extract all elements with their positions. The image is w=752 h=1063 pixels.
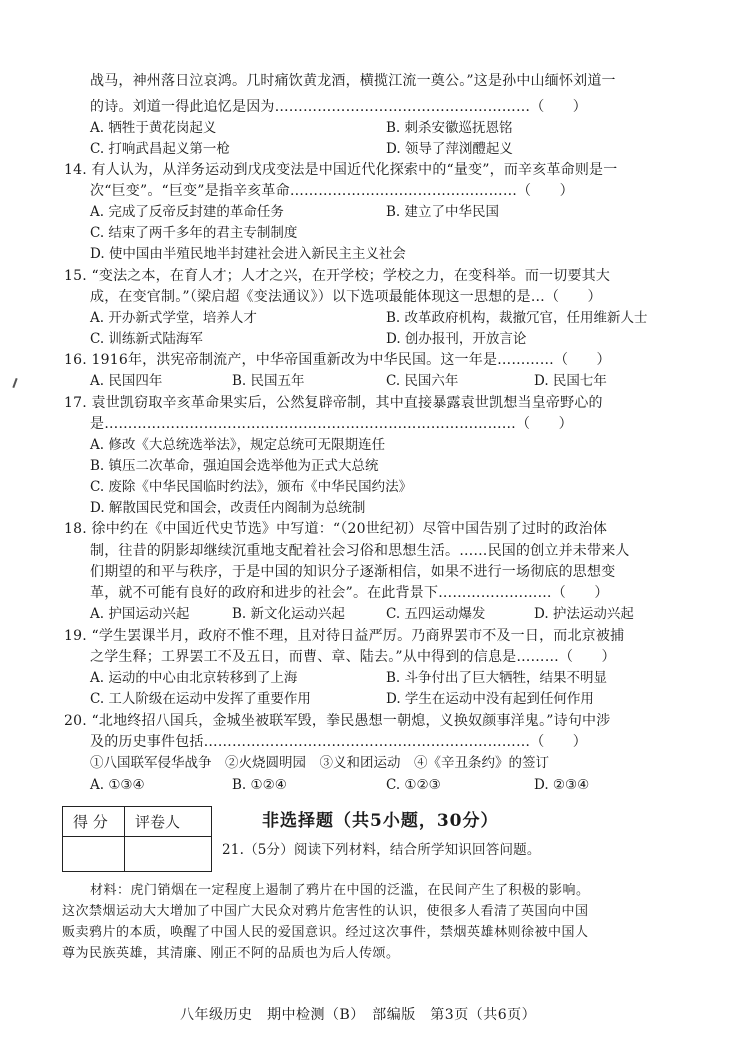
q13-option-a: A. 牺牲于黄花岗起义 [90,120,217,136]
q21-prompt: 21.（5分）阅读下列材料，结合所学知识回答问题。 [222,842,541,858]
q18-option-c: C. 五四运动爆发 [386,606,486,622]
q14-option-c: C. 结束了两千多年的君主专制制度 [90,225,298,241]
q19-line1: 19. “学生罢课半月，政府不惟不理，且对待日益严厉。乃商界罢市不及一日，而北京被捕 [64,628,625,644]
q18-option-a: A. 护国运动兴起 [90,606,190,622]
q14-line2: 次“巨变”。“巨变”是指辛亥革命…………………………………………（ ） [90,183,574,199]
q18-option-d: D. 护法运动兴起 [534,606,634,622]
q13-option-b: B. 刺杀安徽巡抚恩铭 [386,120,513,136]
q15-option-a: A. 开办新式学堂，培养人才 [90,310,257,326]
q20-line1: 20. “北地终招八国兵，金城坐被联军毁，拳民愚想一朝熄，义换奴颜事洋鬼。”诗句中涉 [64,713,611,729]
q19-option-a: A. 运动的中心由北京转移到了上海 [90,670,298,686]
q17-option-d: D. 解散国民党和国会，改责任内阁制为总统制 [90,500,366,516]
q20-option-c: C. ①②③ [386,777,441,793]
q18-line3: 们期望的和平与秩序，于是中国的知识分子逐渐相信，如果不进行一场彻底的思想变 [90,564,616,580]
q15-line1: 15. “变法之本，在育人才；人才之兴，在开学校；学校之力，在变科举。而一切要其大 [64,268,611,284]
q17-option-c: C. 废除《中华民国临时约法》，颁布《中华民国约法》 [90,479,413,495]
q20-items: ①八国联军侵华战争 ②火烧圆明园 ③义和团运动 ④《辛丑条约》的签订 [90,755,549,771]
q16-line1: 16. 1916年，洪宪帝制流产，中华帝国重新改为中华民国。这一年是…………（ ） [64,352,611,368]
q14-option-d: D. 使中国由半殖民地半封建社会进入新民主主义社会 [90,246,406,262]
q14-line1: 14. 有人认为，从洋务运动到戊戌变法是中国近代化探索中的“量变”，而辛亥革命则是一 [64,162,618,178]
score-table-divider-h [63,836,211,837]
q18-line1: 18. 徐中约在《中国近代史节选》中写道：“（20世纪初）尽管中国告别了过时的政治体 [64,521,608,537]
q15-option-d: D. 创办报刊，开放言论 [386,331,527,347]
q14-option-a: A. 完成了反帝反封建的革命任务 [90,204,284,220]
q13-line2: 的诗。刘道一得此追忆是因为………………………………………………（ ） [90,99,587,115]
q18-line2: 制，往昔的阴影却继续沉重地支配着社会习俗和思想生活。……民国的创立并未带来人 [90,543,630,559]
material-line4: 尊为民族英雄，其清廉、刚正不阿的品质也为后人传颂。 [62,946,400,961]
q13-option-c: C. 打响武昌起义第一枪 [90,141,230,157]
q16-option-b: B. 民国五年 [232,373,305,389]
q19-option-b: B. 斗争付出了巨大牺牲，结果不明显 [386,670,608,686]
q16-option-a: A. 民国四年 [90,373,163,389]
q16-option-d: D. 民国七年 [534,373,607,389]
q15-option-b: B. 改革政府机构，裁撤冗官，任用维新人士 [386,310,648,326]
q17-option-b: B. 镇压二次革命，强迫国会选举他为正式大总统 [90,458,379,474]
q17-line2: 是……………………………………………………………………………（ ） [90,416,573,432]
q19-option-c: C. 工人阶级在运动中发挥了重要作用 [90,691,311,707]
q13-line1: 战马，神州落日泣哀鸿。几时痛饮黄龙酒，横揽江流一奠公。”这是孙中山缅怀刘道一 [90,73,616,89]
q16-option-c: C. 民国六年 [386,373,459,389]
q19-option-d: D. 学生在运动中没有起到任何作用 [386,691,594,707]
q20-option-d: D. ②③④ [534,777,590,793]
material-line3: 贩卖鸦片的本质，唤醒了中国人民的爱国意识。经过这次事件，禁烟英雄林则徐被中国人 [62,925,589,940]
q18-line4: 革，就不可能有良好的政府和进步的社会”。在此背景下……………………（ ） [90,585,609,601]
grader-label: 评卷人 [135,813,181,831]
score-table-divider-v [124,807,125,871]
q20-option-b: B. ①②④ [232,777,287,793]
q19-line2: 之学生释；工界罢工不及五日，而曹、章、陆去。”从中得到的信息是………（ ） [90,649,616,665]
scan-mark [12,378,17,388]
q17-option-a: A. 修改《大总统选举法》，规定总统可无限期连任 [90,437,386,453]
q18-option-b: B. 新文化运动兴起 [232,606,346,622]
q14-option-b: B. 建立了中华民国 [386,204,500,220]
page-footer: 八年级历史 期中检测（B） 部编版 第3页（共6页） [180,1007,537,1023]
q17-line1: 17. 袁世凯窃取辛亥革命果实后，公然复辟帝制，其中直接暴露袁世凯想当皇帝野心的 [64,395,603,411]
score-label: 得 分 [73,813,108,831]
q13-option-d: D. 领导了萍浏醴起义 [386,141,513,157]
q15-line2: 成，在变官制。”（梁启超《变法通议》）以下选项最能体现这一思想的是…（ ） [90,289,602,305]
material-line2: 这次禁烟运动大大增加了中国广大民众对鸦片危害性的认识，使很多人看清了英国向中国 [62,904,589,919]
section-title: 非选择题（共5小题，30分） [262,811,499,831]
q20-line2: 及的历史事件包括……………………………………………………………（ ） [90,734,587,750]
material-line1: 材料：虎门销烟在一定程度上遏制了鸦片在中国的泛滥，在民间产生了积极的影响。 [90,883,590,898]
q15-option-c: C. 训练新式陆海军 [90,331,203,347]
q20-option-a: A. ①③④ [90,777,145,793]
score-table [62,806,212,872]
